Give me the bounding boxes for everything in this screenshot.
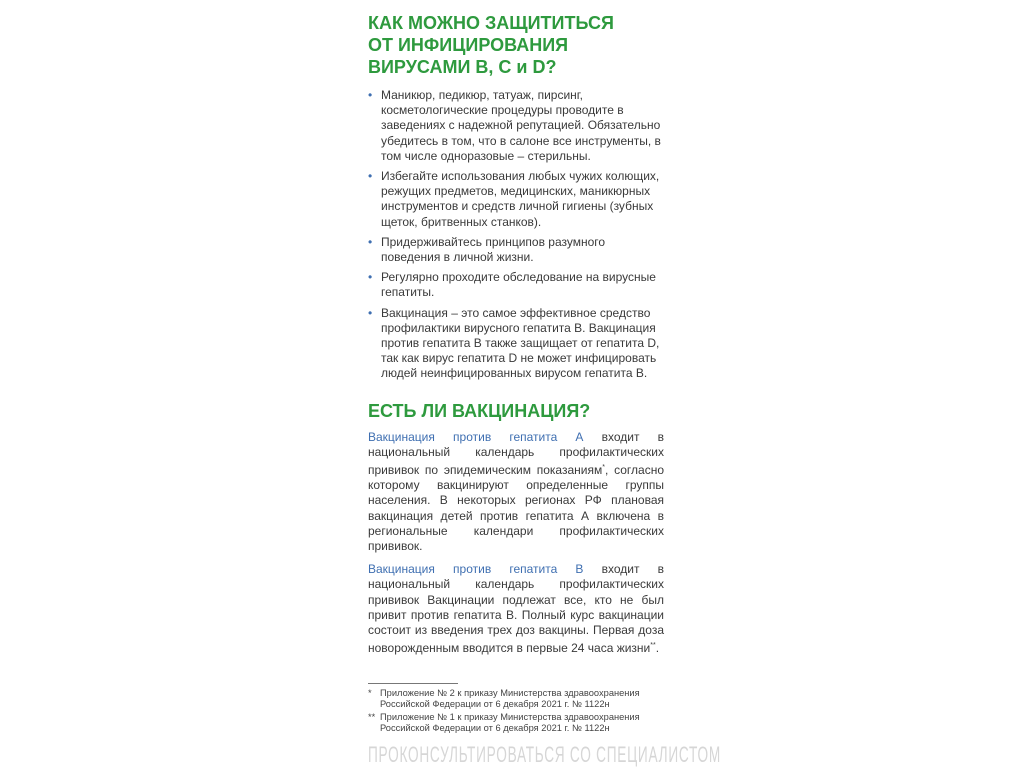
list-item: • Вакцинация – это самое эффективное средство профилактики вирусного гепатита В. Вакцинация против гепатита В также защищает от гепатита D, так как вирус гепатита D не может инфицировать людей неинфицированных вирусом гепатита В. xyxy=(368,305,660,381)
bullet-icon: • xyxy=(368,234,373,249)
footnote-ref: * xyxy=(602,464,605,472)
protection-list xyxy=(368,88,664,382)
section-title-vaccination: ЕСТЬ ЛИ ВАКЦИНАЦИЯ? xyxy=(368,400,591,421)
footnote-item: * Приложение № 2 к приказу Министерства здравоохранения Российской Федерации от 6 декабря 2021 г. № 1122н xyxy=(368,687,640,709)
footnote-ref: ** xyxy=(650,642,656,650)
footnote-item: ** Приложение № 1 к приказу Министерства здравоохранения Российской Федерации от 6 декабря 2021 г. № 1122н xyxy=(368,711,640,734)
bullet-icon: • xyxy=(368,305,373,320)
highlight-hepatitis-b: Вакцинация против гепатита В xyxy=(368,562,584,577)
list-item: • Маникюр, педикюр, татуаж, пирсинг, косметологические процедуры проводите в заведениях с надежной репутацией. Обязательно убедитесь в том, что в салоне все инструменты, в том числе одноразовые – стерильны. xyxy=(368,88,661,163)
consult-specialist-banner: ПРОКОНСУЛЬТИРОВАТЬСЯ СО СПЕЦИАЛИСТОМ xyxy=(368,742,721,768)
list-item: • Регулярно проходите обследование на вирусные гепатиты. xyxy=(368,270,656,300)
list-item: • Избегайте использования любых чужих колющих, режущих предметов, медицинских, маникюрных инструментов и средств личной гигиены (зубных щеток, бритвенных станков). xyxy=(368,169,660,229)
bullet-icon: • xyxy=(368,88,373,102)
highlight-hepatitis-a: Вакцинация против гепатита А xyxy=(368,429,584,444)
paragraph-hepatitis-b: Вакцинация против гепатита В входит в национальный календарь профилактических прививок Вакцинации подлежат все, кто не был привит против гепатита В. Полный курс вакцинации состоит из введения трех доз вакцины. Первая доза новорожденным вводится в первые 24 часа жизни**. xyxy=(368,562,664,656)
document-page xyxy=(368,12,721,768)
list-item: • Придерживайтесь принципов разумного поведения в личной жизни. xyxy=(368,234,606,265)
footnotes xyxy=(368,683,664,735)
footnote-divider xyxy=(368,683,458,684)
paragraph-hepatitis-a: Вакцинация против гепатита А входит в национальный календарь профилактических прививок по эпидемическим показаниям*, согласно которому вакцинируют определенные группы населения. В некоторых регионах РФ плановая вакцинация детей против гепатита А включена в региональные календари профилактических прививок. xyxy=(368,429,664,554)
bullet-icon: • xyxy=(368,270,373,285)
bullet-icon: • xyxy=(368,169,373,184)
section-title-protection: КАК МОЖНО ЗАЩИТИТЬСЯ ОТ ИНФИЦИРОВАНИЯ ВИРУСАМИ В, С и D? xyxy=(368,13,614,77)
